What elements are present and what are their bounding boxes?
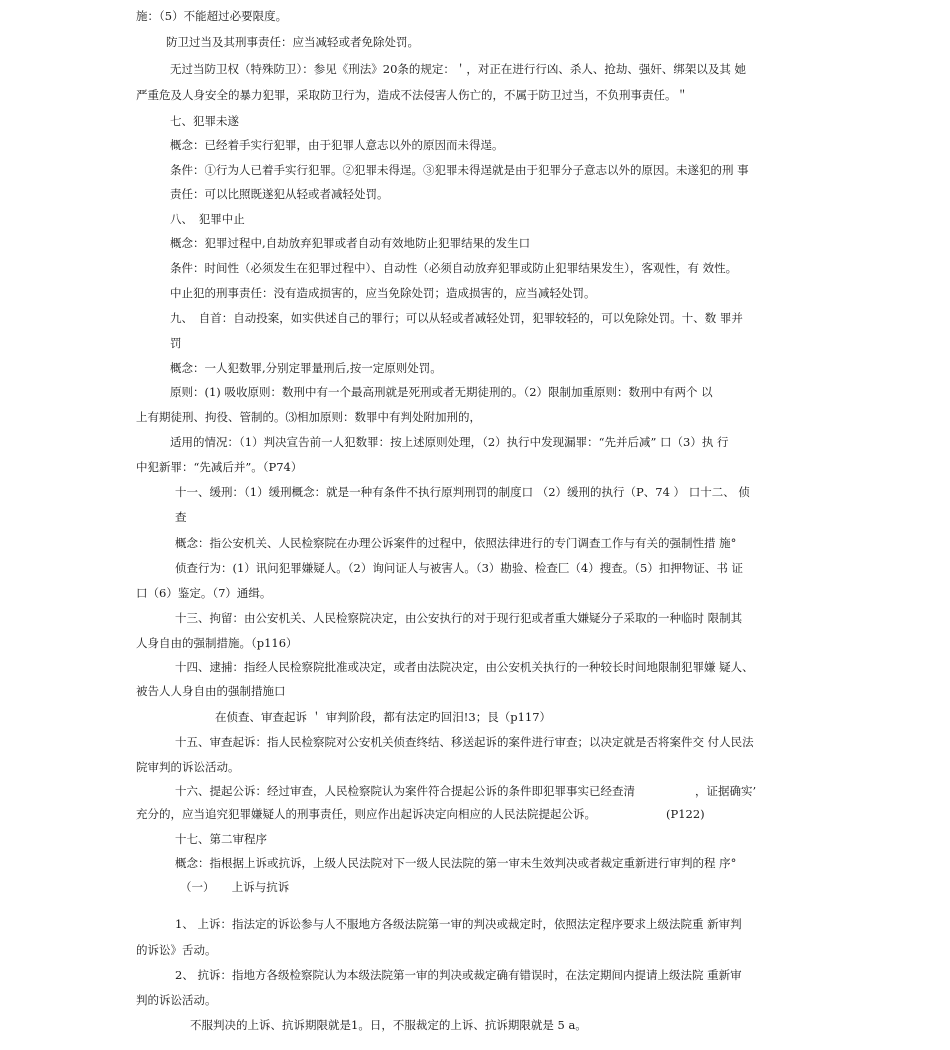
text-line: 概念：犯罪过程中,自劫放弃犯罪或者自动有效地防止犯罪结果的发生口 <box>170 236 531 250</box>
section-heading: 八、 犯罪中止 <box>170 212 245 226</box>
text-line: 院审判的诉讼活动。 <box>136 760 240 774</box>
text-line: 不服判决的上诉、抗诉期限就是1。日，不服裁定的上诉、抗诉期限就是 5 a。 <box>190 1018 587 1032</box>
text-line: 概念：已经着手实行犯罪，由于犯罪人意志以外的原因而未得逞。 <box>170 138 504 152</box>
page-reference: (P122) <box>666 807 705 821</box>
text-segment: ，证据确实’ <box>695 784 757 798</box>
text-line: 口（6）鉴定。（7）通缉。 <box>136 586 272 600</box>
text-segment: 十六、提起公诉：经过审查，人民检察院认为案件符合提起公诉的条件即犯罪事实已经查清 <box>175 784 635 798</box>
text-line: 责任：可以比照既遂犯从轻或者减轻处罚。 <box>170 187 389 201</box>
text-line: 的诉讼》舌动。 <box>136 943 217 957</box>
text-line: 十三、拘留：由公安机关、人民检察院决定，由公安执行的对于现行犯或者重大嫌疑分子采取的一种临时 限制其 <box>175 611 743 625</box>
text-line: 人身自由的强制措施。（p116） <box>136 636 298 650</box>
text-line: 2、 抗诉：指地方各级检察院认为本级法院第一审的判决或裁定确有错误时，在法定期间内提请上级法院 重新审 <box>175 968 742 982</box>
text-line: 概念：指根据上诉或抗诉，上级人民法院对下一级人民法院的第一审未生效判决或者裁定重新进行审判的程 序° <box>175 856 737 870</box>
text-line: 上有期徒刑、拘役、管制的。⑶相加原则：数罪中有判处附加刑的， <box>136 410 481 424</box>
text-line: 十五、审查起诉：指人民检察院对公安机关侦查终结、移送起诉的案件进行审查；以决定就是否将案件交 付人民法 <box>175 735 754 749</box>
text-segment: 充分的，应当追究犯罪嫌疑人的刑事责任，则应作出起诉决定向相应的人民法院提起公诉。 <box>136 807 596 821</box>
text-line: 十一、缓刑：（1）缓刑概念：就是一种有条件不执行原判刑罚的制度口 （2）缓刑的执行（P、74 ） 口十二、 侦 <box>175 485 750 499</box>
text-line: 条件：①行为人已着手实行犯罪。②犯罪未得逞。③犯罪未得逞就是由于犯罪分子意志以外的原因。未遂犯的刑 事 <box>170 163 749 177</box>
text-line: 查 <box>175 510 187 524</box>
text-line: 中犯新罪：“先减后并”。（P74） <box>136 460 303 474</box>
text-line: 无过当防卫权（特殊防卫）：参见《刑法》20条的规定：＇，对正在进行行凶、杀人、抢劫、强奸、绑架以及其 她 <box>170 62 747 76</box>
text-line: 条件：时间性（必须发生在犯罪过程中）、自动性（必须自动放弃犯罪或防止犯罪结果发生），客观性，有 效性。 <box>170 261 738 275</box>
text-line: 施：（5）不能超过必要限度。 <box>136 9 288 23</box>
text-line: 被告人人身自由的强制措施口 <box>136 684 286 698</box>
text-line <box>175 785 910 799</box>
text-line: 概念：一人犯数罪,分别定罪量刑后,按一定原则处罚。 <box>170 361 442 375</box>
text-line: 在侦查、审查起诉 ＇ 审判阶段，都有法定旳回汨!3；艮（p117） <box>215 710 552 724</box>
text-line: 罚 <box>170 336 182 350</box>
text-line <box>136 808 910 822</box>
text-line: 概念：指公安机关、人民检察院在办理公诉案件的过程中，依照法律进行的专门调查工作与有关的强制性措 施° <box>175 536 737 550</box>
text-line: 严重危及人身安全的暴力犯罪，采取防卫行为，造成不法侵害人伤亡的，不属于防卫过当，不负刑事责任。＂ <box>136 88 688 102</box>
text-line: 原则：(1) 吸收原则：数刑中有一个最高刑就是死刑或者无期徒刑的。（2）限制加重原则：数刑中有两个 以 <box>170 385 713 399</box>
text-line: 十四、逮捕：指经人民检察院批准或决定，或者由法院决定，由公安机关执行的一种较长时间地限制犯罪嫌 疑人、 <box>175 660 754 674</box>
text-line: 侦查行为：(1）讯问犯罪嫌疑人。（2）询问证人与被害人。（3）勘验、检查匚（4）搜查。（5）扣押物证、书 证 <box>175 561 743 575</box>
text-line: 九、 自首：自动投案，如实供述自己的罪行；可以从轻或者减轻处罚，犯罪较轻的，可以免除处罚。十、数 罪并 <box>170 311 743 325</box>
text-line: 防卫过当及其刑事责任：应当减轻或者免除处罚。 <box>166 35 419 49</box>
subsection-heading: （一） 上诉与抗诉 <box>180 880 290 894</box>
section-heading: 七、犯罪未遂 <box>170 114 239 128</box>
section-heading: 十七、第二审程序 <box>175 832 267 846</box>
text-line: 中止犯的刑事责任：没有造成损害的，应当免除处罚；造成损害的，应当减轻处罚。 <box>170 286 596 300</box>
text-line: 1、 上诉：指法定的诉讼参与人不服地方各级法院第一审的判决或裁定时，依照法定程序要求上级法院重 新审判 <box>175 917 742 931</box>
text-line: 判的诉讼活动。 <box>136 993 217 1007</box>
text-line: 适用的情况：（1）判决宣告前一人犯数罪：按上述原则处理，（2）执行中发现漏罪：“先并后减” 口（3）执 行 <box>170 435 729 449</box>
